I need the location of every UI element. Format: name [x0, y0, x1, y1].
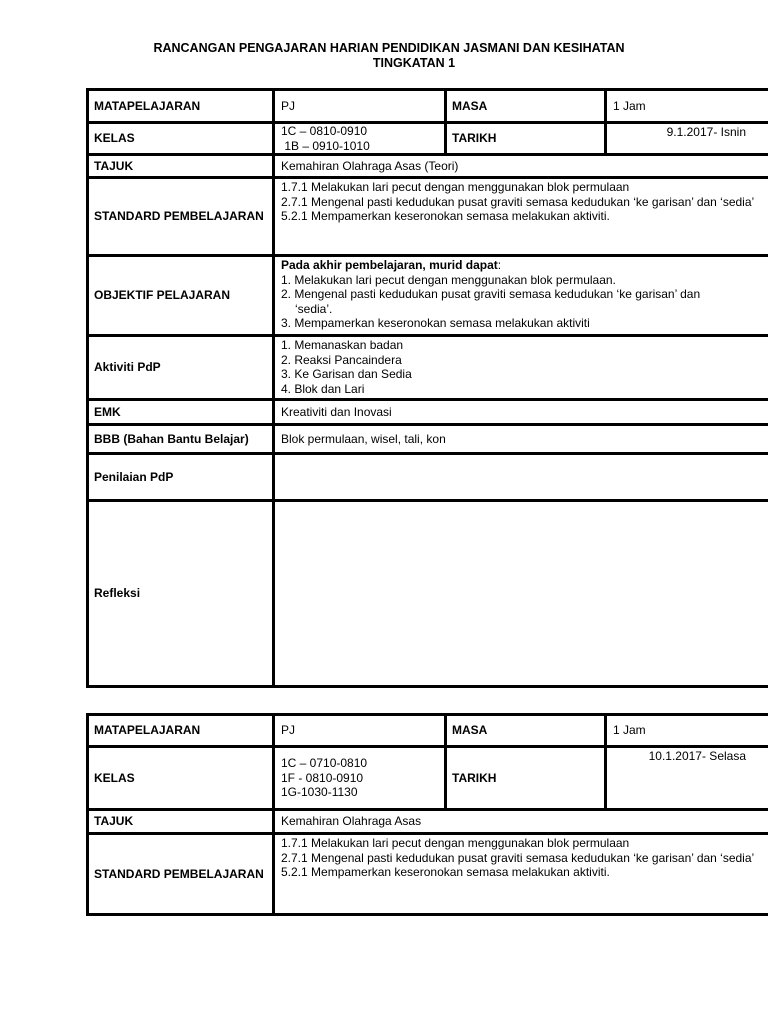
objektif-intro: Pada akhir pembelajaran, murid dapat — [281, 258, 498, 272]
aktiviti-label: Aktiviti PdP — [88, 336, 274, 400]
tajuk-label: TAJUK — [88, 810, 274, 834]
tajuk-value: Kemahiran Olahraga Asas (Teori) — [274, 155, 768, 178]
objektif-intro-line — [281, 258, 768, 273]
standard-line: 1.7.1 Melakukan lari pecut dengan menggunakan blok permulaan — [281, 836, 630, 850]
row-aktiviti — [88, 336, 768, 400]
lesson-plan-table-1 — [86, 88, 768, 688]
kelas-value — [274, 123, 446, 155]
kelas-line: 1C – 0810-0910 — [281, 124, 368, 138]
row-penilaian — [88, 454, 768, 501]
matapelajaran-value: PJ — [274, 90, 446, 123]
tajuk-value: Kemahiran Olahraga Asas — [274, 810, 768, 834]
aktiviti-line: 4. Blok dan Lari — [281, 381, 365, 396]
row-matapelajaran — [88, 90, 768, 123]
standard-line: 1.7.1 Melakukan lari pecut dengan menggunakan blok permulaan — [281, 180, 630, 194]
row-tajuk — [88, 810, 768, 834]
objektif-line-continuation: ‘sedia’. — [295, 301, 333, 316]
standard-value — [274, 178, 768, 256]
masa-label: MASA — [446, 715, 606, 747]
standard-value — [274, 834, 768, 915]
title-line-2: TINGKATAN 1 — [372, 56, 456, 70]
row-objektif — [88, 256, 768, 336]
bbb-label: BBB (Bahan Bantu Belajar) — [88, 425, 274, 454]
objektif-colon: : — [497, 258, 502, 272]
standard-line: 5.2.1 Mempamerkan keseronokan semasa melakukan aktiviti. — [281, 865, 610, 879]
emk-value: Kreativiti dan Inovasi — [274, 400, 768, 425]
standard-label: STANDARD PEMBELAJARAN — [88, 178, 274, 256]
row-tajuk — [88, 155, 768, 178]
kelas-label: KELAS — [88, 123, 274, 155]
row-matapelajaran — [88, 715, 768, 747]
kelas-line: 1F - 0810-0910 — [281, 770, 364, 785]
row-emk — [88, 400, 768, 425]
tarikh-label: TARIKH — [446, 123, 606, 155]
refleksi-value — [274, 501, 768, 687]
kelas-label: KELAS — [88, 747, 274, 810]
masa-label: MASA — [446, 90, 606, 123]
title-line-1: RANCANGAN PENGAJARAN HARIAN PENDIDIKAN JASMANI DAN KESIHATAN — [153, 41, 625, 55]
row-kelas — [88, 747, 768, 810]
row-standard — [88, 834, 768, 915]
row-bbb — [88, 425, 768, 454]
masa-value: 1 Jam — [606, 715, 768, 747]
kelas-line: 1C – 0710-0810 — [281, 756, 368, 771]
row-refleksi — [88, 501, 768, 687]
kelas-value — [274, 747, 446, 810]
lesson-plan-table-2 — [86, 713, 768, 916]
standard-line: 2.7.1 Mengenal pasti kedudukan pusat graviti semasa kedudukan ‘ke garisan’ dan ‘sedia’ — [281, 194, 755, 209]
aktiviti-line: 2. Reaksi Pancaindera — [281, 352, 402, 367]
tarikh-value: 9.1.2017- Isnin — [606, 123, 768, 155]
objektif-line: 3. Mempamerkan keseronokan semasa melakukan aktiviti — [281, 316, 590, 330]
tajuk-label: TAJUK — [88, 155, 274, 178]
aktiviti-line: 1. Memanaskan badan — [281, 338, 404, 352]
objektif-line: 2. Mengenal pasti kedudukan pusat graviti semasa kedudukan ‘ke garisan’ dan — [281, 287, 701, 301]
kelas-line: 1B – 0910-1010 — [281, 138, 370, 153]
tarikh-label: TARIKH — [446, 747, 606, 810]
objektif-label: OBJEKTIF PELAJARAN — [88, 256, 274, 336]
standard-line: 5.2.1 Mempamerkan keseronokan semasa melakukan aktiviti. — [281, 209, 610, 223]
matapelajaran-value: PJ — [274, 715, 446, 747]
penilaian-value — [274, 454, 768, 501]
row-standard — [88, 178, 768, 256]
document-title — [0, 41, 768, 71]
objektif-value — [274, 256, 768, 336]
refleksi-label: Refleksi — [88, 501, 274, 687]
objektif-line: 1. Melakukan lari pecut dengan menggunakan blok permulaan. — [281, 272, 616, 287]
tarikh-value: 10.1.2017- Selasa — [606, 747, 768, 810]
aktiviti-value — [274, 336, 768, 400]
standard-label: STANDARD PEMBELAJARAN — [88, 834, 274, 915]
penilaian-label: Penilaian PdP — [88, 454, 274, 501]
bbb-value: Blok permulaan, wisel, tali, kon — [274, 425, 768, 454]
kelas-line: 1G-1030-1130 — [281, 785, 358, 800]
standard-line: 2.7.1 Mengenal pasti kedudukan pusat graviti semasa kedudukan ‘ke garisan’ dan ‘sedia’ — [281, 850, 755, 865]
matapelajaran-label: MATAPELAJARAN — [88, 90, 274, 123]
row-kelas — [88, 123, 768, 155]
masa-value: 1 Jam — [606, 90, 768, 123]
aktiviti-line: 3. Ke Garisan dan Sedia — [281, 367, 412, 381]
matapelajaran-label: MATAPELAJARAN — [88, 715, 274, 747]
emk-label: EMK — [88, 400, 274, 425]
